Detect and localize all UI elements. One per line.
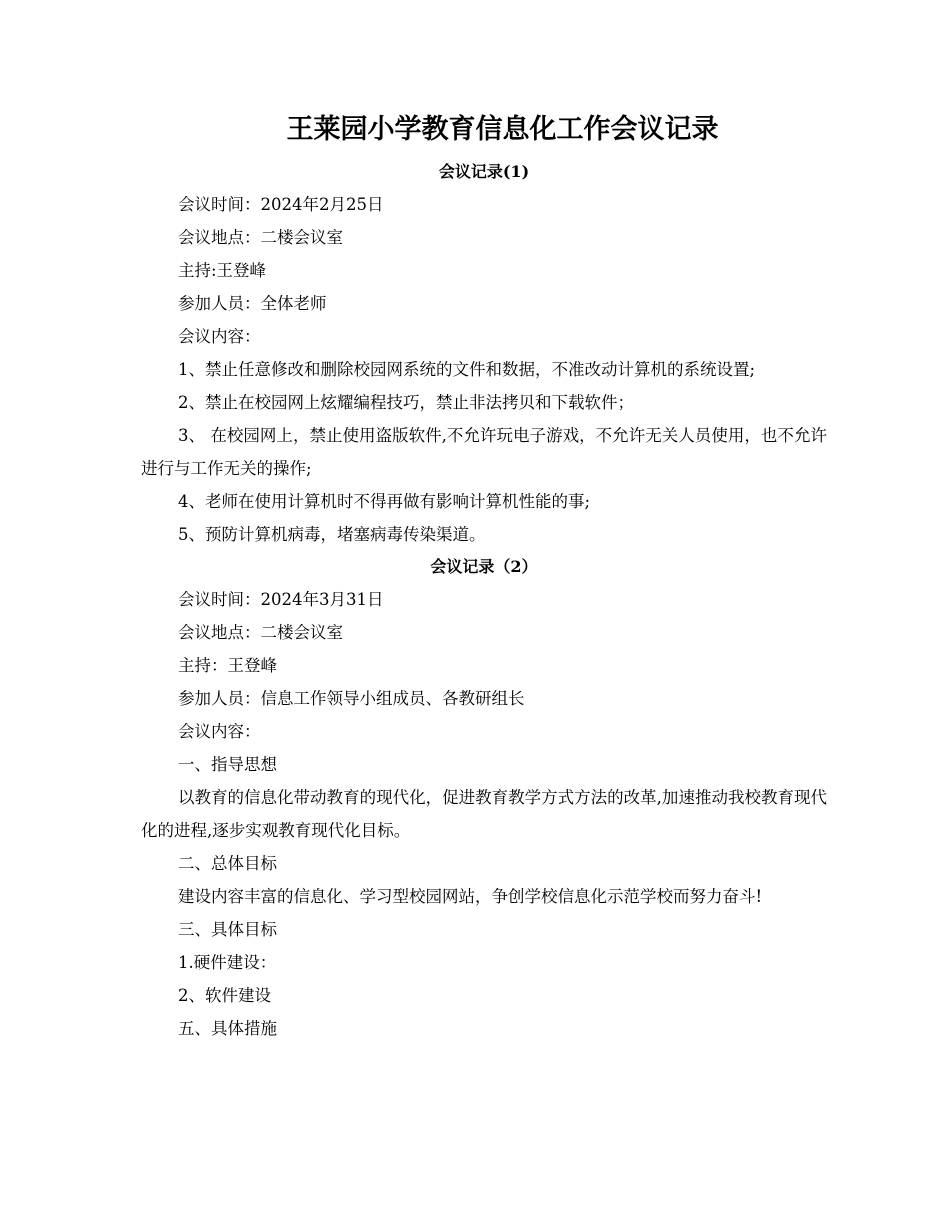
rule-item: 1、禁止任意修改和删除校园网系统的文件和数据，不准改动计算机的系统设置; (178, 360, 756, 379)
section-heading: 会议记录(1) (438, 162, 530, 181)
meeting-content-label: 会议内容： (178, 722, 261, 741)
rule-item: 2、禁止在校园网上炫耀编程技巧，禁止非法拷贝和下载软件； (178, 393, 634, 412)
meeting-location: 会议地点：二楼会议室 (178, 228, 343, 247)
meeting-attendees: 参加人员：信息工作领导小组成员、各教研组长 (178, 689, 525, 708)
subheading: 五、具体措施 (178, 1019, 277, 1038)
meeting-time: 会议时间：2024年2月25日 (178, 195, 384, 214)
meeting-host: 主持:王登峰 (178, 261, 267, 280)
meeting-attendees: 参加人员：全体老师 (178, 294, 327, 313)
rule-item: 4、老师在使用计算机时不得再做有影响计算机性能的事; (178, 492, 591, 511)
paragraph: 建设内容丰富的信息化、学习型校园网站，争创学校信息化示范学校而努力奋斗! (178, 887, 763, 906)
meeting-time: 会议时间：2024年3月31日 (178, 590, 384, 609)
list-item: 2、软件建设 (178, 986, 271, 1005)
meeting-record-1 (141, 156, 827, 551)
list-item: 1.硬件建设： (178, 953, 277, 972)
subheading: 二、总体目标 (178, 854, 277, 873)
document-title: 王莱园小学教育信息化工作会议记录 (286, 114, 719, 145)
meeting-location: 会议地点：二楼会议室 (178, 623, 343, 642)
meeting-host: 主持：王登峰 (178, 656, 277, 675)
rule-item: 3、 在校园网上，禁止使用盗版软件,不允许玩电子游戏，不允许无关人员使用，也不允许进行与工作无关的操作; (141, 426, 827, 478)
subheading: 三、具体目标 (178, 920, 277, 939)
subheading: 一、指导思想 (178, 755, 277, 774)
meeting-record-2 (141, 551, 827, 1045)
meeting-content-label: 会议内容： (178, 327, 261, 346)
rule-item: 5、预防计算机病毒，堵塞病毒传染渠道。 (178, 525, 486, 544)
section-heading: 会议记录（2） (430, 557, 538, 576)
paragraph: 以教育的信息化带动教育的现代化，促进教育教学方式方法的改革,加速推动我校教育现代化的进程,逐步实观教育现代化目标。 (141, 788, 827, 840)
document-body (141, 156, 827, 1045)
